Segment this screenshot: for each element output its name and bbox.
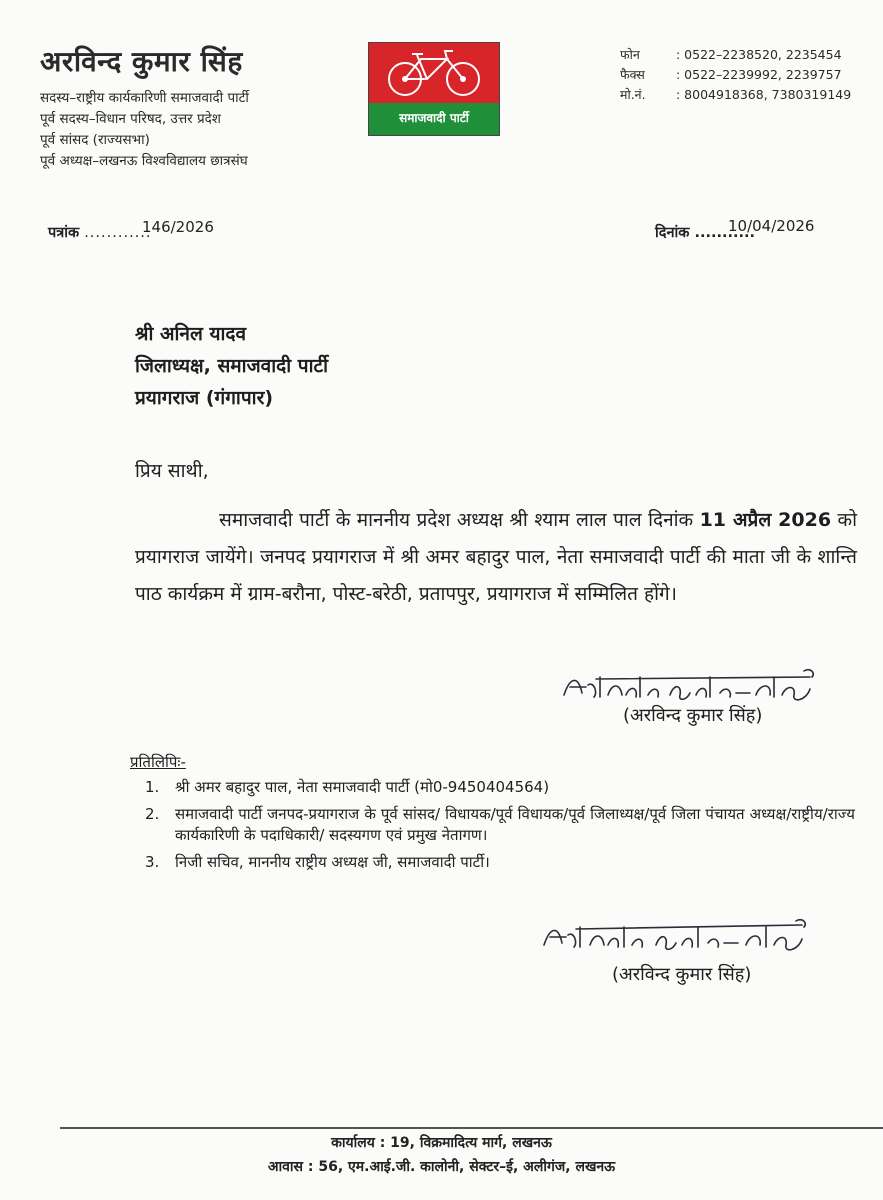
reference-dots: ............ [84,225,152,241]
footer [0,1131,883,1179]
contact-phone [620,45,851,65]
role-line: पूर्व सदस्य–विधान परिषद, उत्तर प्रदेश [40,111,221,127]
copies-title: प्रतिलिपिः- [130,753,186,771]
body-part-2: को प्रयागराज जायेंगे। जनपद प्रयागराज में श्री अमर बहादुर पाल, नेता समाजवादी पार्टी की माता जी के शान्ति पाठ कार्यक्रम में ग्राम-बरौना, पोस्ट-बरेठी, प्रतापपुर, प्रयागराज में सम्मिलित होंगे। [135,509,857,605]
list-item [145,777,855,798]
body-event-date: 11 अप्रैल 2026 [699,509,832,531]
logo-label: समाजवादी पार्टी [369,103,499,135]
footer-residence: आवास : 56, एम.आई.जी. कालोनी, सेक्टर–ई, अलीगंज, लखनऊ [267,1159,616,1175]
recipient-designation: जिलाध्यक्ष, समाजवादी पार्टी [135,355,328,377]
list-text: श्री अमर बहादुर पाल, नेता समाजवादी पार्टी (मो0-9450404564) [175,778,550,796]
list-text: निजी सचिव, माननीय राष्ट्रीय अध्यक्ष जी, समाजवादी पार्टी। [175,853,490,871]
party-logo [368,42,500,136]
signature-image-2 [540,915,830,961]
recipient-location: प्रयागराज (गंगापार) [135,387,274,409]
contact-mobile [620,85,851,105]
list-number: 1. [145,778,160,796]
contact-fax [620,65,851,85]
recipient-address [135,318,328,414]
list-number: 3. [145,853,160,871]
salutation: प्रिय साथी, [135,460,209,482]
date-label: दिनांक [655,225,690,241]
list-item [145,804,855,846]
contact-block [620,45,851,105]
footer-divider [60,1127,883,1129]
role-line: सदस्य–राष्ट्रीय कार्यकारिणी समाजवादी पार्टी [40,90,249,106]
role-line: पूर्व अध्यक्ष–लखनऊ विश्वविद्यालय छात्रसंघ [40,153,248,169]
contact-label: मो.नं. [620,87,646,102]
contact-value: : 0522–2238520, 2235454 [676,47,842,62]
signatory-name: (अरविन्द कुमार सिंह) [623,705,763,726]
body-part-1: समाजवादी पार्टी के माननीय प्रदेश अध्यक्ष श्री श्याम लाल पाल दिनांक [219,509,694,531]
bicycle-icon [369,43,499,103]
list-text: समाजवादी पार्टी जनपद-प्रयागराज के पूर्व सांसद/ विधायक/पूर्व विधायक/पूर्व जिलाध्यक्ष/पूर्व जिला पंचायत अध्यक्ष/राष्ट्रीय/राज्य कार्यकारिणी के पदाधिकारी/ सदस्यगण एवं प्रमुख नेतागण। [175,805,855,844]
role-line: पूर्व सांसद (राज्यसभा) [40,132,150,148]
letter-body [135,502,857,613]
copies-list [145,777,855,879]
letterhead-name: अरविन्द कुमार सिंह [40,45,243,78]
recipient-name: श्री अनिल यादव [135,323,247,345]
signatory-name-2: (अरविन्द कुमार सिंह) [612,964,752,985]
list-item [145,852,855,873]
date-dots: ........... [694,225,756,241]
letter-date: 10/04/2026 [728,217,815,235]
reference-label-line [48,222,152,242]
list-number: 2. [145,805,160,823]
reference-label: पत्रांक [48,225,80,241]
contact-value: : 0522–2239992, 2239757 [676,67,842,82]
contact-label: फैक्स [620,67,645,82]
reference-number: 146/2026 [142,218,214,236]
letterhead-roles [40,88,249,172]
footer-office: कार्यालय : 19, विक्रमादित्य मार्ग, लखनऊ [331,1135,552,1151]
contact-value: : 8004918368, 7380319149 [676,87,852,102]
contact-label: फोन [620,47,640,62]
